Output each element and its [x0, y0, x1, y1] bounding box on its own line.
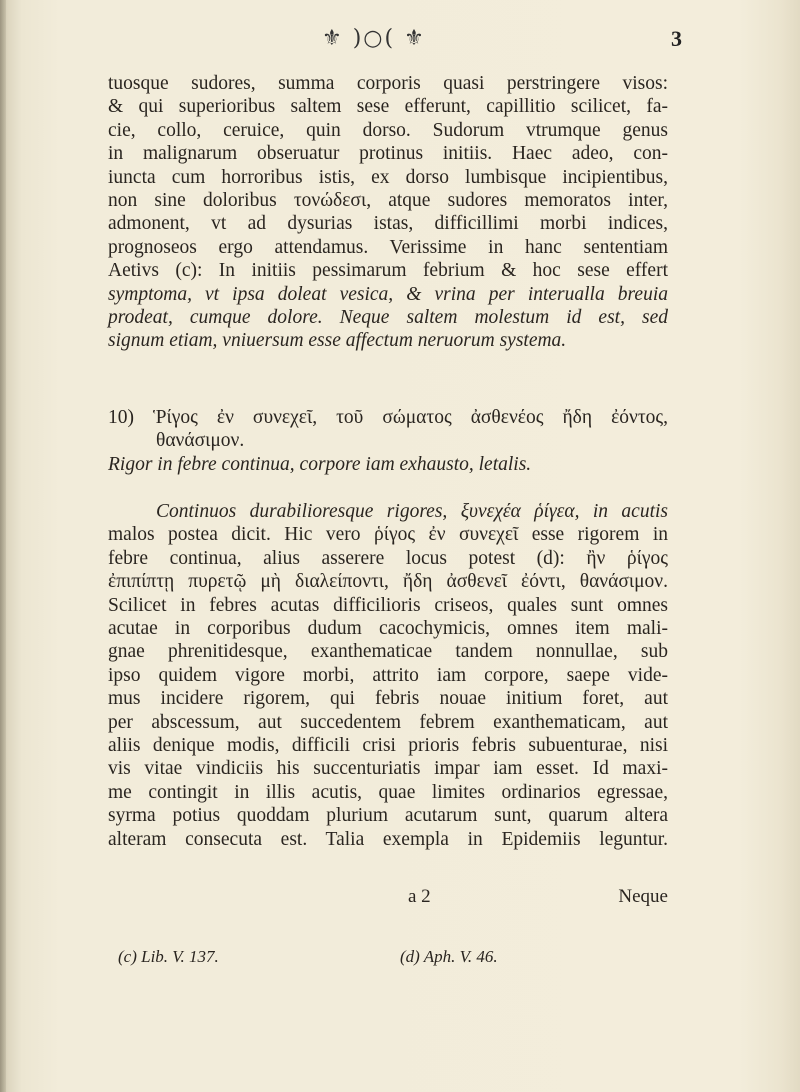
text-line-italic: signum etiam, vniuersum esse affectum neruorum systema.	[108, 330, 567, 352]
text-line: gnae phrenitidesque, exanthematicae tandem nonnullae, sub	[108, 641, 668, 663]
text-line: admonent, vt ad dysurias istas, difficillimi morbi indices,	[108, 213, 668, 235]
text-line: Aetivs (c): In initiis pessimarum febrium & hoc sese effert	[108, 260, 668, 282]
text-line: per abscessum, aut succedentem febrem exanthematicam, aut	[108, 711, 668, 733]
running-head	[0, 22, 800, 62]
text-line: tuosque sudores, summa corporis quasi perstringere visos:	[108, 73, 668, 94]
text-line-italic: symptoma, vt ipsa doleat vesica, & vrina per interualla breuia	[108, 283, 668, 305]
text-line: iuncta cum horroribus istis, ex dorso lumbisque incipientibus,	[108, 166, 668, 188]
binding-gutter	[0, 0, 6, 1092]
text-line: cie, collo, ceruice, quin dorso. Sudorum vtrumque genus	[108, 119, 668, 141]
aphorism-number: 10)	[108, 407, 134, 428]
text-line: Scilicet in febres acutas difficilioris criseos, quales sunt omnes	[108, 594, 668, 616]
footnote-d: (d) Aph. V. 46.	[400, 947, 498, 966]
signature-mark: a 2	[408, 886, 431, 907]
aphorism-greek-text: Ῥίγος ἐν συνεχεῖ, τοῦ σώματος ἀσθενέος ἤδη ἐόντος,	[153, 407, 669, 428]
text-line: vis vitae vindiciis his succenturiatis impar iam esset. Id maxi-	[108, 758, 668, 780]
signature-line	[108, 886, 668, 912]
text-line: alteram consecuta est. Talia exempla in Epidemiis leguntur.	[108, 828, 668, 850]
aphorism-latin: Rigor in febre continua, corpore iam exhausto, letalis.	[108, 453, 532, 475]
paragraph-1	[108, 72, 668, 353]
text-line: malos postea dicit. Hic vero ῥίγος ἐν συνεχεῖ esse rigorem in	[108, 524, 668, 546]
text-line: febre continua, alius asserere locus potest (d): ἢν ῥίγος	[108, 547, 668, 569]
text-line: mus incidere rigorem, qui febris nouae initium foret, aut	[108, 688, 668, 710]
text-line: me contingit in illis acutis, quae limites ordinarios egressae,	[108, 781, 668, 803]
footnotes	[118, 947, 618, 973]
page-number: 3	[671, 26, 682, 51]
text-line: prognoseos ergo attendamus. Verissime in hanc sententiam	[108, 236, 668, 258]
aphorism-block	[108, 406, 668, 476]
footnote-c: (c) Lib. V. 137.	[118, 947, 219, 966]
text-line: ipso quidem vigore morbi, attrito iam corpore, saepe vide-	[108, 664, 668, 686]
text-line: syrma potius quoddam plurium acutarum sunt, quarum altera	[108, 805, 668, 827]
text-line: acutae in corporibus dudum cacochymicis, omnes item mali-	[108, 618, 668, 640]
text-line: in malignarum obseruatur protinus initiis. Haec adeo, con-	[108, 143, 668, 165]
text-line: non sine doloribus τονώδεσι, atque sudores memoratos inter,	[108, 190, 668, 212]
text-line: & qui superioribus saltem sese efferunt, capillitio scilicet, fa-	[108, 96, 668, 118]
text-line-italic: prodeat, cumque dolore. Neque saltem molestum id est, sed	[108, 307, 668, 329]
aphorism-greek-line-2: θανάσιμον.	[156, 430, 245, 452]
text-line: Continuos durabilioresque rigores, ξυνεχέα ῥίγεα, in acutis	[156, 501, 668, 522]
header-ornament: ⚜ )○( ⚜	[322, 26, 426, 51]
paragraph-2	[108, 500, 668, 851]
text-line: aliis denique modis, difficili crisi prioris febris subuenturae, nisi	[108, 735, 668, 757]
aphorism-greek-line	[108, 406, 668, 429]
catchword: Neque	[618, 886, 668, 907]
text-line: ἐπιπίπτῃ πυρετῷ μὴ διαλείποντι, ἤδη ἀσθενεῖ ἐόντι, θανάσιμον.	[108, 571, 668, 593]
